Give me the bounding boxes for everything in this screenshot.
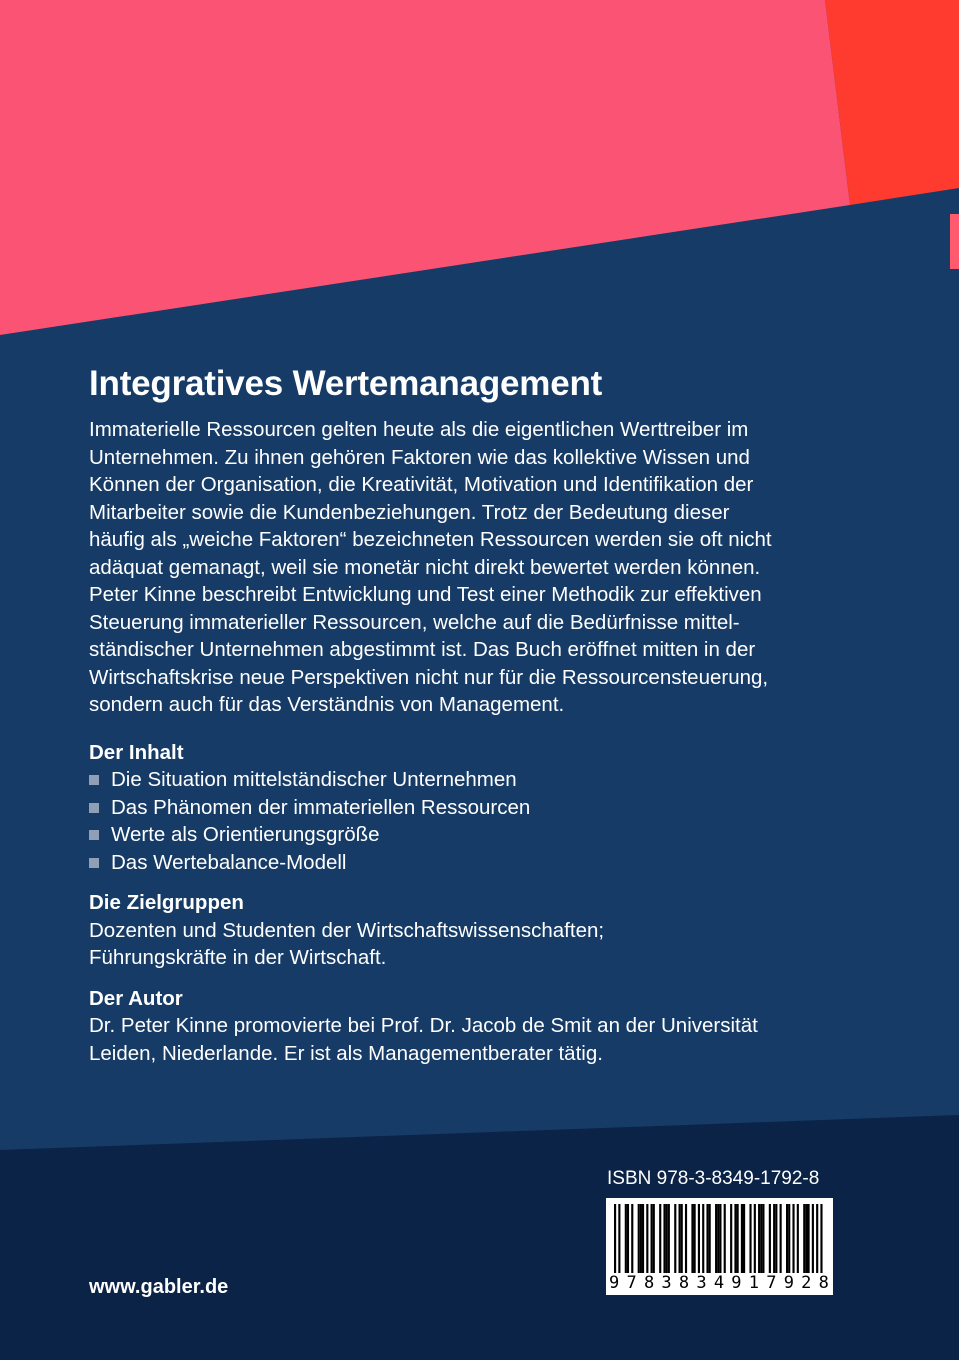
square-bullet-icon [89,858,99,868]
list-item [89,794,839,822]
barcode-digit: 8 [643,1273,655,1293]
intro-line: ständischer Unternehmen abgestimmt ist. Das Buch eröffnet mitten in der [89,638,756,661]
autor-line: Dr. Peter Kinne promovierte bei Prof. Dr. Jacob de Smit an der Universität [89,1014,758,1037]
barcode-bar [674,1204,676,1274]
barcode-bar [631,1204,633,1274]
barcode-bar [724,1204,726,1274]
intro-line: Können der Organisation, die Kreativität, Motivation und Identifikation der [89,473,754,496]
barcode-bar [640,1204,642,1274]
section-heading-zielgruppen: Die Zielgruppen [89,891,244,914]
isbn-label: ISBN 978-3-8349-1792-8 [607,1168,820,1189]
section-autor [89,985,839,1068]
barcode-bar [659,1204,661,1274]
barcode-bar [786,1204,788,1274]
barcode-bar [651,1204,653,1274]
section-inhalt [89,739,839,877]
barcode-bar [653,1204,655,1274]
barcode-bar [666,1204,668,1274]
barcode-bar [681,1204,683,1274]
section-zielgruppen [89,889,839,972]
intro-line: Immaterielle Ressourcen gelten heute als die eigentlichen Werttreiber im [89,418,749,441]
barcode-bar [679,1204,681,1274]
list-item-label: Werte als Orientierungsgröße [111,823,380,846]
list-item [89,821,839,849]
intro-paragraph [89,416,849,719]
barcode-digit: 9 [783,1273,794,1293]
barcode-bar [715,1204,717,1274]
barcode-bar [762,1204,764,1274]
barcode-digit: 3 [661,1273,672,1293]
isbn-barcode [606,1198,833,1295]
barcode-bar [805,1204,807,1274]
barcode-digit: 8 [678,1273,690,1293]
barcode-digit: 2 [801,1273,812,1293]
intro-line: Unternehmen. Zu ihnen gehören Faktoren wie das kollektive Wissen und [89,445,750,469]
barcode-digits [606,1273,833,1293]
intro-line: Peter Kinne beschreibt Entwicklung und Test einer Methodik zur effektiven [89,583,762,606]
barcode-bar [775,1204,777,1274]
intro-line: häufig als „weiche Faktoren“ bezeichneten Ressourcen werden sie oft nicht [89,528,772,551]
barcode-bar [734,1204,736,1274]
barcode-bar [691,1204,693,1274]
barcode-bar [618,1204,620,1274]
list-item-label: Das Wertebalance-Modell [111,850,347,874]
barcode-bar [694,1204,696,1274]
barcode-digit: 1 [748,1273,759,1293]
barcode-bar [642,1204,644,1274]
book-title: Integratives Wertemanagement [89,364,603,403]
barcode-bar [749,1204,751,1274]
barcode-bar [719,1204,721,1274]
barcode-digit: 9 [609,1273,620,1293]
publisher-url: www.gabler.de [89,1276,229,1298]
autor-line: Leiden, Niederlande. Er ist als Managementberater tätig. [89,1041,603,1065]
list-item [89,849,839,877]
barcode-bar [730,1204,732,1274]
barcode-bar [780,1204,782,1274]
list-item-label: Die Situation mittelständischer Unternehmen [111,768,517,791]
barcode-bar [741,1204,743,1274]
barcode-digit: 7 [626,1273,637,1293]
zielgruppen-line: Dozenten und Studenten der Wirtschaftswissenschaften; [89,918,605,942]
barcode-bar [820,1204,822,1274]
barcode-bar [668,1204,670,1274]
list-item-label: Das Phänomen der immateriellen Ressourcen [111,795,531,819]
barcode-bar [754,1204,756,1274]
section-heading-autor: Der Autor [89,986,183,1010]
barcode-bar [709,1204,711,1274]
barcode-bar [685,1204,687,1274]
square-bullet-icon [89,775,99,785]
barcode-bar [663,1204,665,1274]
barcode-bar [706,1204,708,1274]
intro-line: Steuerung immaterieller Ressourcen, welche auf die Bedürfnisse mittel- [89,610,740,634]
inhalt-list [89,766,839,876]
barcode-bar [808,1204,810,1274]
barcode-digit: 9 [731,1273,742,1293]
barcode-bar [646,1204,648,1274]
barcode-digit: 4 [713,1273,725,1293]
barcode-bar [743,1204,745,1274]
barcode-bar [758,1204,760,1274]
barcode-bar [797,1204,799,1274]
barcode-bar [760,1204,762,1274]
square-bullet-icon [89,830,99,840]
barcode-digit: 7 [766,1273,777,1293]
barcode-bar [816,1204,818,1274]
barcode-bar [625,1204,627,1274]
barcode-digit: 8 [818,1273,829,1293]
barcode-bar [614,1204,616,1274]
barcode-bar [803,1204,805,1274]
barcode-bar [717,1204,719,1274]
barcode-bar [698,1204,700,1274]
intro-line: adäquat gemanagt, weil sie monetär nicht direkt bewertet werden können. [89,555,761,579]
barcode-bar [702,1204,704,1274]
intro-line: Wirtschaftskrise neue Perspektiven nicht nur für die Ressourcensteuerung, [89,665,769,689]
zielgruppen-line: Führungskräfte in der Wirtschaft. [89,946,387,969]
intro-line: sondern auch für das Verständnis von Management. [89,693,565,716]
intro-line: Mitarbeiter sowie die Kundenbeziehungen. Trotz der Bedeutung dieser [89,500,730,524]
barcode-bar [773,1204,775,1274]
barcode-bar [792,1204,794,1274]
barcode-bar [627,1204,629,1274]
back-cover-text [89,364,839,1067]
list-item [89,766,839,794]
barcode-bar [638,1204,640,1274]
barcode-bar [737,1204,739,1274]
barcode-digit: 3 [696,1273,707,1293]
section-heading-inhalt: Der Inhalt [89,740,184,764]
barcode-bar [812,1204,814,1274]
red-edge-marker [950,214,959,269]
barcode-bar [788,1204,790,1274]
square-bullet-icon [89,803,99,813]
barcode-bar [769,1204,771,1274]
